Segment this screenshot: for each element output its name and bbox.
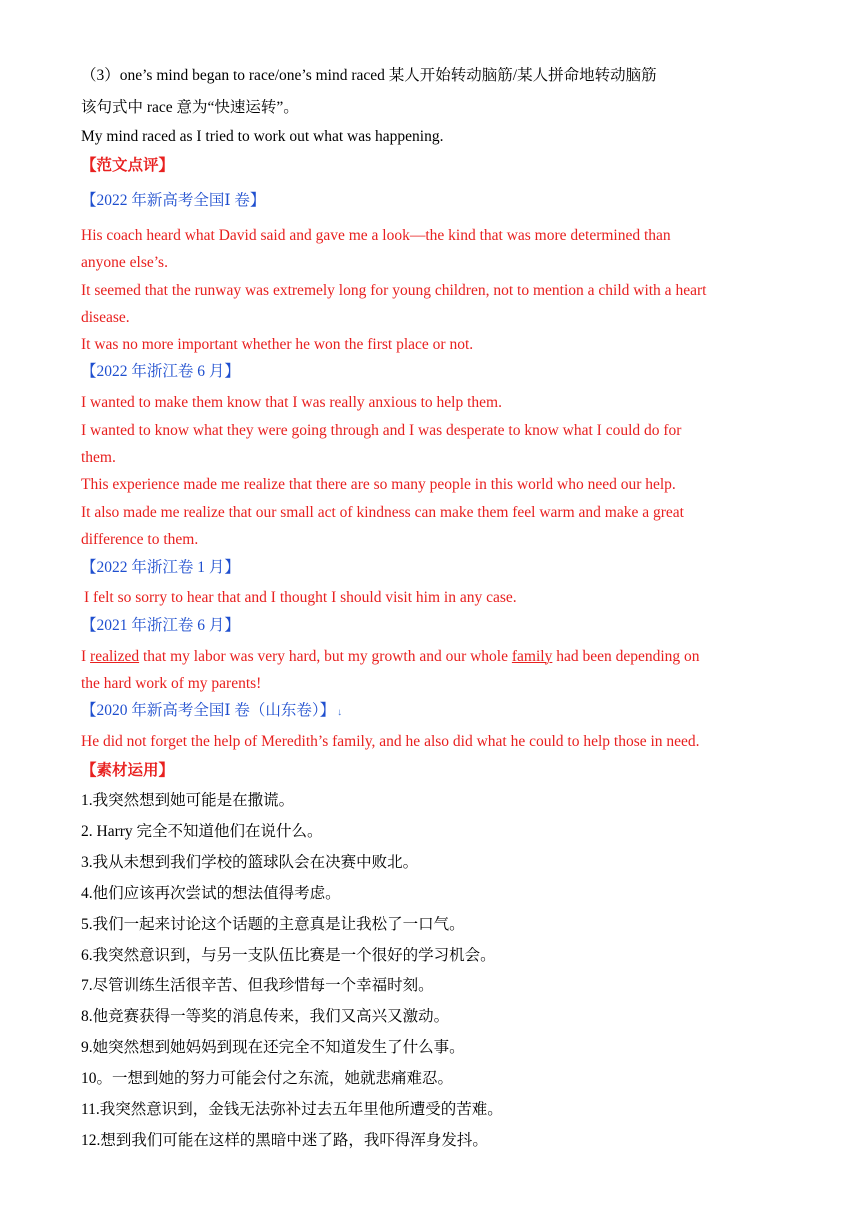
example-line: the hard work of my parents! (81, 675, 262, 692)
example-line: It also made me realize that our small act of kindness can make them feel warm and make a great (81, 504, 684, 521)
exercise-item: 6.我突然意识到，与另一支队伍比赛是一个很好的学习机会。 (81, 947, 496, 964)
section-title-sucai: 【素材运用】 (81, 762, 175, 779)
exercise-item: 10。一想到她的努力可能会付之东流，她就悲痛难忍。 (81, 1070, 454, 1087)
subsection-title-2021-zhejiang-june: 【2021 年浙江卷 6 月】 (81, 617, 240, 634)
intro-line-1: （3）one’s mind began to race/one’s mind raced 某人开始转动脑筋/某人拼命地转动脑筋 (81, 67, 657, 84)
paragraph-mark-icon: ↓ (337, 707, 343, 718)
example-line: anyone else’s. (81, 254, 168, 271)
subsection-title-2022-zhejiang-jan: 【2022 年浙江卷 1 月】 (81, 559, 240, 576)
example-line: I wanted to make them know that I was really anxious to help them. (81, 394, 502, 411)
example-line-underlined (81, 647, 700, 667)
subsection-title-text: 【2020 年新高考全国Ⅰ 卷（山东卷）】 (81, 702, 336, 719)
text-segment: that my labor was very hard, but my growth and our whole (139, 648, 512, 665)
exercise-item: 11.我突然意识到，金钱无法弥补过去五年里他所遭受的苦难。 (81, 1101, 503, 1118)
underlined-word-family: family (511, 648, 553, 665)
exercise-item: 12.想到我们可能在这样的黑暗中迷了路，我吓得浑身发抖。 (81, 1132, 488, 1149)
text-segment: had been depending on (552, 648, 700, 665)
subsection-title-2020-shandong (81, 701, 342, 723)
intro-line-2: 该句式中 race 意为“快速运转”。 (81, 99, 299, 116)
exercise-item: 4.他们应该再次尝试的想法值得考虑。 (81, 885, 341, 902)
exercise-item: 5.我们一起来讨论这个话题的主意真是让我松了一口气。 (81, 916, 465, 933)
example-line: I felt so sorry to hear that and I thought I should visit him in any case. (84, 589, 517, 606)
exercise-item: 7.尽管训练生活很辛苦、但我珍惜每一个幸福时刻。 (81, 977, 434, 994)
example-line: them. (81, 449, 116, 466)
underlined-word-realized: realized (90, 648, 140, 665)
exercise-item: 9.她突然想到她妈妈到现在还完全不知道发生了什么事。 (81, 1039, 465, 1056)
example-line: It was no more important whether he won the first place or not. (81, 336, 474, 353)
exercise-item: 3.我从未想到我们学校的篮球队会在决赛中败北。 (81, 854, 419, 871)
intro-example: My mind raced as I tried to work out what was happening. (81, 128, 444, 145)
example-line: It seemed that the runway was extremely long for young children, not to mention a child with a heart (81, 282, 707, 299)
exercise-item: 2. Harry 完全不知道他们在说什么。 (81, 823, 323, 840)
section-title-fanwen: 【范文点评】 (81, 157, 175, 174)
subsection-title-2022-zhejiang-june: 【2022 年浙江卷 6 月】 (81, 363, 240, 380)
subsection-title-2022-national-1: 【2022 年新高考全国Ⅰ 卷】 (81, 192, 266, 209)
example-line: I wanted to know what they were going through and I was desperate to know what I could do for (81, 422, 682, 439)
example-line: This experience made me realize that there are so many people in this world who need our help. (81, 476, 676, 493)
text-segment: I (81, 648, 91, 665)
example-line: He did not forget the help of Meredith’s family, and he also did what he could to help those in need. (81, 733, 700, 750)
example-line: disease. (81, 309, 130, 326)
example-line: difference to them. (81, 531, 199, 548)
example-line: His coach heard what David said and gave me a look—the kind that was more determined than (81, 227, 671, 244)
exercise-item: 1.我突然想到她可能是在撒谎。 (81, 792, 295, 809)
exercise-item: 8.他竞赛获得一等奖的消息传来，我们又高兴又激动。 (81, 1008, 450, 1025)
